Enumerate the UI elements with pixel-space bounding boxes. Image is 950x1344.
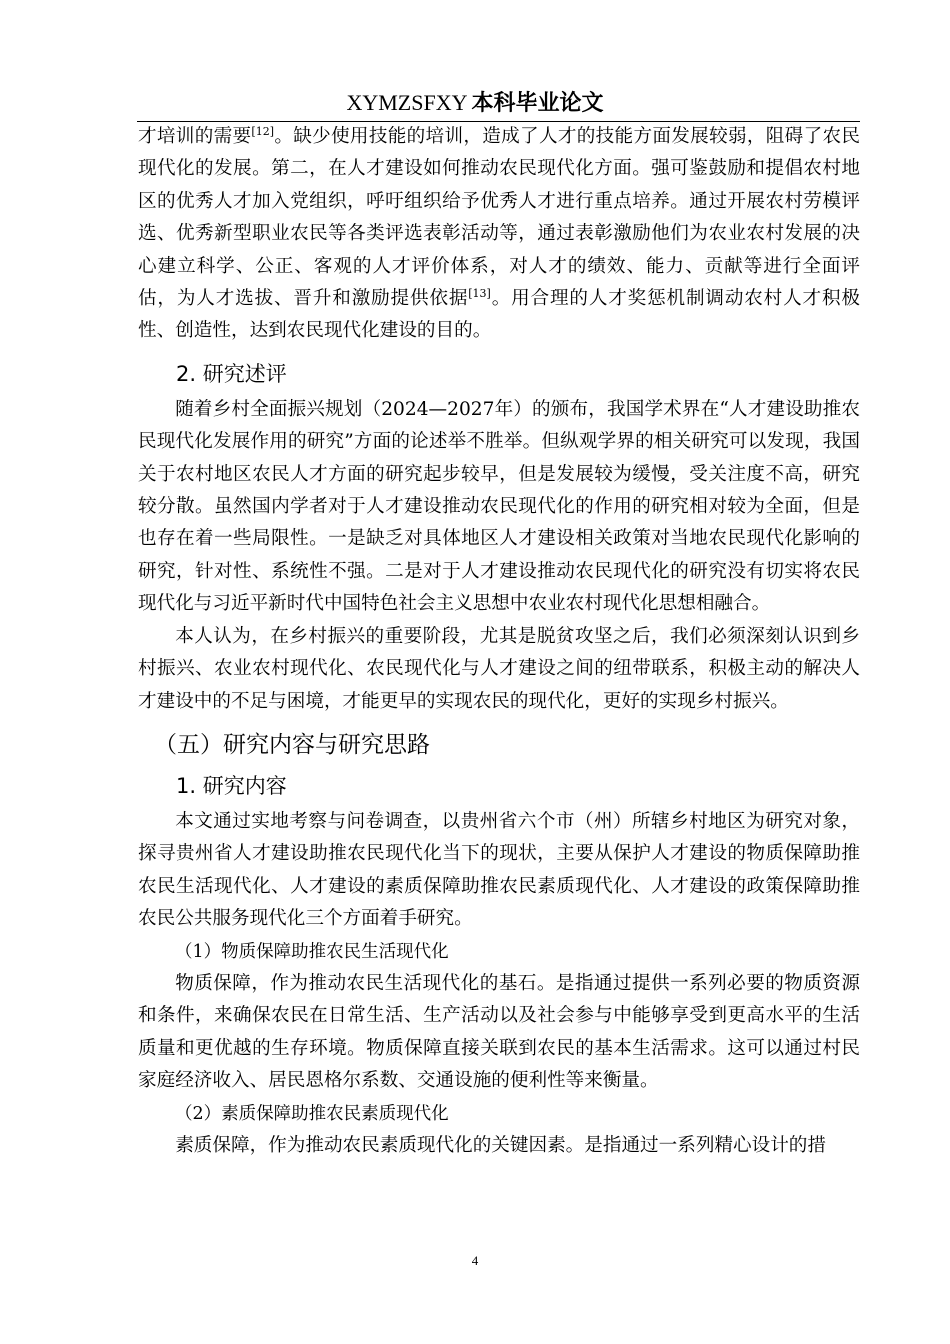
paragraph-text: 。用合理的人才奖惩机制调动农村人才积极性、创造性，达到农民现代化建设的目的。 [138,288,860,342]
page-header [0,88,950,119]
header-institution-code: XYMZSFXY [346,90,468,115]
paragraph-opinion: 本人认为，在乡村振兴的重要阶段，尤其是脱贫攻坚之后，我们必须深刻认识到乡村振兴、农业农村现代化、农民现代化与人才建设之间的纽带联系，积极主动的解决人才建设中的不足与困境，才能更早的实现农民的现代化，更好的实现乡村振兴。 [138,625,860,712]
citation-ref: [12] [251,125,275,138]
paragraph-text: 。缺少使用技能的培训，造成了人才的技能方面发展较弱，阻碍了农民现代化的发展。第二，在人才建设如何推动农民现代化方面。强可鉴鼓励和提倡农村地区的优秀人才加入党组织，呼吁组织给予优秀人才进行重点培养。通过开展农村劳模评选、优秀新型职业农民等各类评选表彰活动等，通过表彰激励他们为农业农村发展的决心建立科学、公正、客观的人才评价体系，对人才的绩效、能力、贡献等进行全面评估，为人才选拔、晋升和激励提供依据 [138,126,860,310]
heading-research-review: 2. 研究述评 [176,361,287,386]
page-body [138,121,860,1162]
paragraph-text: 才培训的需要 [138,126,252,147]
page-number: 4 [471,1253,479,1268]
subheading-quality-guarantee: （2）素质保障助推农民素质现代化 [175,1103,449,1124]
paragraph-continued [138,121,860,348]
paragraph-content: 本文通过实地考察与问卷调查，以贵州省六个市（州）所辖乡村地区为研究对象，探寻贵州省人才建设助推农民现代化当下的现状，主要从保护人才建设的物质保障助推农民生活现代化、人才建设的素质保障助推农民素质现代化、人才建设的政策保障助推农民公共服务现代化三个方面着手研究。 [138,810,860,930]
citation-ref: [13] [468,287,491,301]
heading-research-content: 1. 研究内容 [176,773,287,798]
paragraph-material: 物质保障，作为推动农民生活现代化的基石。是指通过提供一系列必要的物质资源和条件，来确保农民在日常生活、生产活动以及社会参与中能够享受到更高水平的生活质量和更优越的生存环境。物质保障直接关联到农民的基本生活需求。这可以通过村民家庭经济收入、居民恩格尔系数、交通设施的便利性等来衡量。 [138,972,860,1092]
paragraph-quality: 素质保障，作为推动农民素质现代化的关键因素。是指通过一系列精心设计的措 [175,1134,826,1156]
heading-section-five: （五）研究内容与研究思路 [154,731,430,758]
subheading-material-guarantee: （1）物质保障助推农民生活现代化 [175,941,449,962]
paragraph-review: 随着乡村全面振兴规划（2024—2027年）的颁布，我国学术界在“人才建设助推农民现代化发展作用的研究”方面的论述举不胜举。但纵观学界的相关研究可以发现，我国关于农村地区农民人才方面的研究起步较早，但是发展较为缓慢，受关注度不高，研究较分散。虽然国内学者对于人才建设推动农民现代化的作用的研究相对较为全面，但是也存在着一些局限性。一是缺乏对具体地区人才建设相关政策对当地农民现代化影响的研究，针对性、系统性不强。二是对于人才建设推动农民现代化的研究没有切实将农民现代化与习近平新时代中国特色社会主义思想中农业农村现代化思想相融合。 [138,398,860,615]
header-thesis-title: 本科毕业论文 [471,91,604,116]
